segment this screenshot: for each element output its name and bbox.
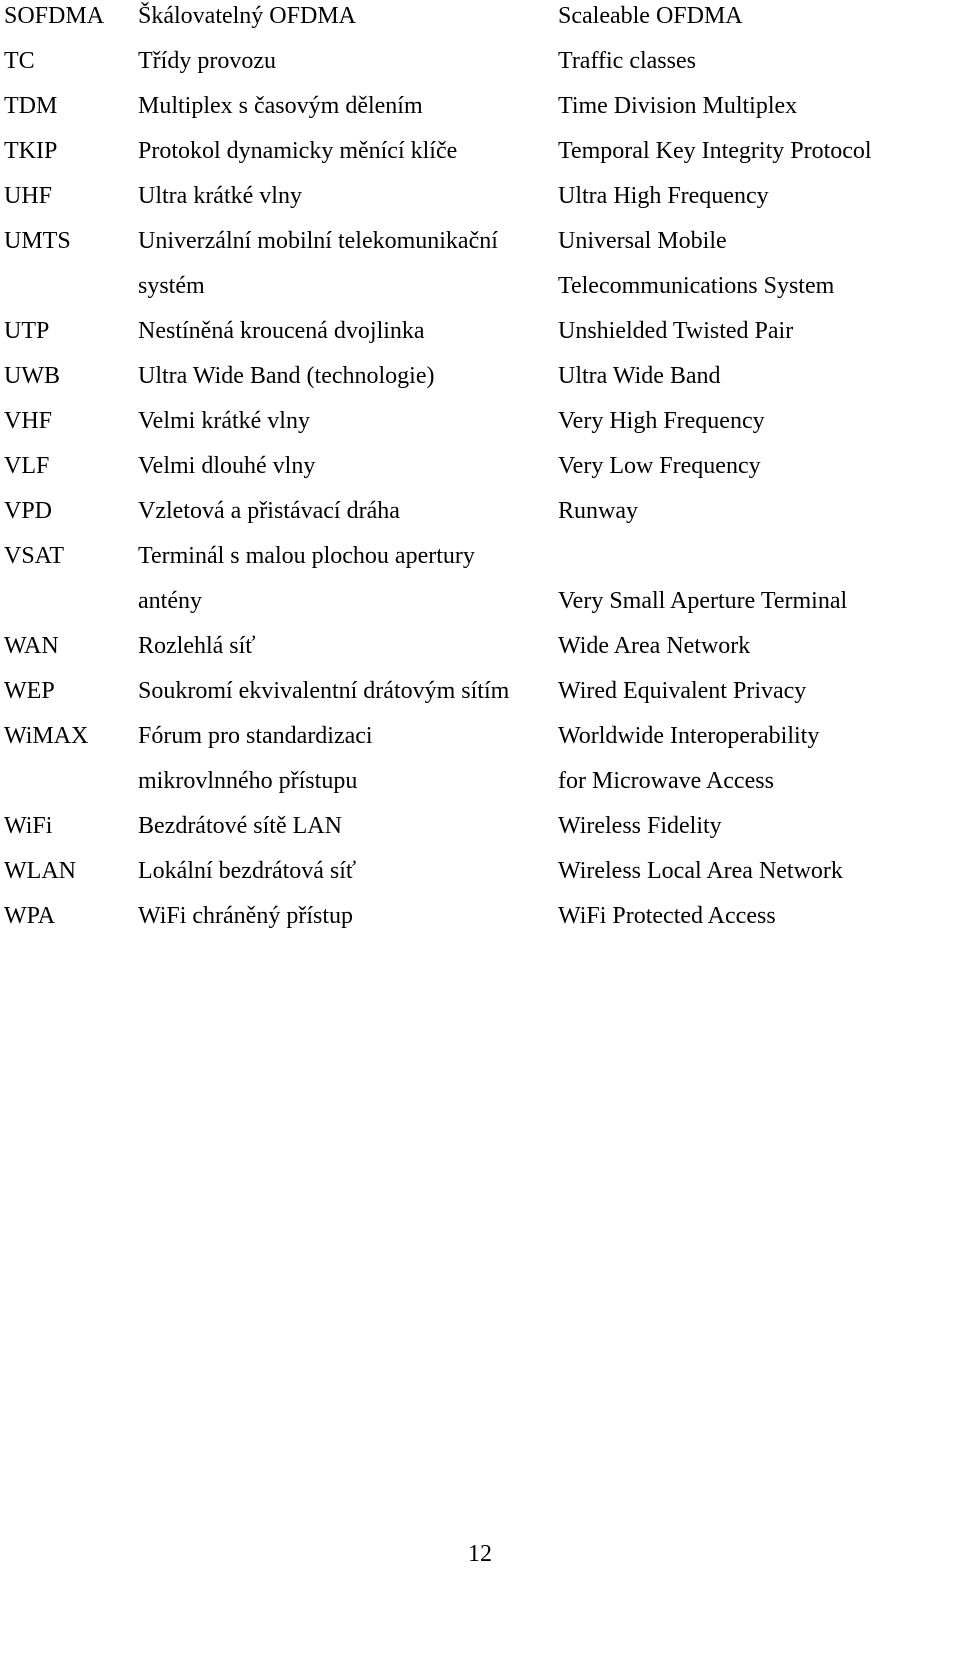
abbreviation-row-line: [0, 765, 960, 810]
english-meaning: Runway: [558, 498, 638, 524]
english-meaning: Very High Frequency: [558, 408, 765, 434]
czech-meaning: Škálovatelný OFDMA: [138, 3, 356, 29]
czech-meaning: Nestíněná kroucená dvojlinka: [138, 318, 425, 344]
czech-meaning: Fórum pro standardizaci: [138, 723, 373, 749]
czech-meaning: Multiplex s časovým dělením: [138, 93, 423, 119]
abbreviation-code: VLF: [4, 453, 50, 479]
page-number: 12: [468, 1541, 492, 1567]
english-meaning: Unshielded Twisted Pair: [558, 318, 794, 344]
english-meaning: Wireless Fidelity: [558, 813, 722, 839]
abbreviation-row: [0, 90, 960, 135]
english-meaning: Wireless Local Area Network: [558, 858, 843, 884]
abbreviation-code: UHF: [4, 183, 53, 209]
abbreviation-row: [0, 810, 960, 855]
abbreviation-row: [0, 540, 960, 630]
abbreviation-row-line: [0, 180, 960, 225]
abbreviation-row: [0, 900, 960, 945]
abbreviation-code: SOFDMA: [4, 3, 105, 29]
abbreviation-row: [0, 0, 960, 45]
abbreviation-code: VPD: [4, 498, 53, 524]
abbreviation-row-line: [0, 360, 960, 405]
abbreviation-row: [0, 720, 960, 810]
abbreviation-row: [0, 135, 960, 180]
english-meaning: Scaleable OFDMA: [558, 3, 743, 29]
czech-meaning: Ultra krátké vlny: [138, 183, 302, 209]
english-meaning: for Microwave Access: [558, 768, 774, 794]
abbreviation-row-line: [0, 315, 960, 360]
abbreviation-row-line: [0, 675, 960, 720]
czech-meaning: antény: [138, 588, 202, 614]
czech-meaning: Velmi krátké vlny: [138, 408, 310, 434]
abbreviation-row: [0, 450, 960, 495]
czech-meaning: Třídy provozu: [138, 48, 276, 74]
abbreviation-row-line: [0, 495, 960, 540]
abbreviation-row-line: [0, 225, 960, 270]
english-meaning: Temporal Key Integrity Protocol: [558, 138, 872, 164]
abbreviation-row: [0, 405, 960, 450]
abbreviation-row-line: [0, 810, 960, 855]
czech-meaning: Protokol dynamicky měnící klíče: [138, 138, 458, 164]
czech-meaning: mikrovlnného přístupu: [138, 768, 358, 794]
abbreviation-row: [0, 315, 960, 360]
english-meaning: Time Division Multiplex: [558, 93, 798, 119]
czech-meaning: Ultra Wide Band (technologie): [138, 363, 435, 389]
abbreviation-code: TKIP: [4, 138, 58, 164]
abbreviation-row-line: [0, 450, 960, 495]
english-meaning: Universal Mobile: [558, 228, 727, 254]
abbreviation-code: WiFi: [4, 813, 53, 839]
czech-meaning: Lokální bezdrátová síť: [138, 858, 357, 884]
english-meaning: Traffic classes: [558, 48, 696, 74]
abbreviation-row-line: [0, 45, 960, 90]
czech-meaning: WiFi chráněný přístup: [138, 903, 353, 929]
english-meaning: Telecommunications System: [558, 273, 835, 299]
abbreviation-row-line: [0, 270, 960, 315]
abbreviation-row: [0, 495, 960, 540]
abbreviation-code: WLAN: [4, 858, 76, 884]
czech-meaning: systém: [138, 273, 205, 299]
english-meaning: Ultra High Frequency: [558, 183, 769, 209]
abbreviation-row-line: [0, 0, 960, 45]
czech-meaning: Vzletová a přistávací dráha: [138, 498, 400, 524]
abbreviation-row: [0, 630, 960, 675]
abbreviation-row-line: [0, 90, 960, 135]
abbreviation-code: WEP: [4, 678, 55, 704]
abbreviation-row: [0, 180, 960, 225]
english-meaning: WiFi Protected Access: [558, 903, 776, 929]
abbreviation-row-line: [0, 405, 960, 450]
abbreviation-row-line: [0, 540, 960, 585]
english-meaning: Very Small Aperture Terminal: [558, 588, 848, 614]
abbreviation-row: [0, 360, 960, 405]
czech-meaning: Soukromí ekvivalentní drátovým sítím: [138, 678, 510, 704]
czech-meaning: Velmi dlouhé vlny: [138, 453, 316, 479]
abbreviation-row-line: [0, 630, 960, 675]
czech-meaning: Univerzální mobilní telekomunikační: [138, 228, 498, 254]
czech-meaning: Bezdrátové sítě LAN: [138, 813, 342, 839]
abbreviation-row: [0, 675, 960, 720]
abbreviation-code: VHF: [4, 408, 53, 434]
english-meaning: Very Low Frequency: [558, 453, 761, 479]
abbreviation-code: TC: [4, 48, 35, 74]
abbreviation-code: UMTS: [4, 228, 71, 254]
czech-meaning: Terminál s malou plochou apertury: [138, 543, 475, 569]
czech-meaning: Rozlehlá síť: [138, 633, 256, 659]
english-meaning: Wired Equivalent Privacy: [558, 678, 807, 704]
abbreviation-row-line: [0, 855, 960, 900]
abbreviation-code: UWB: [4, 363, 60, 389]
abbreviation-row: [0, 855, 960, 900]
english-meaning: Wide Area Network: [558, 633, 751, 659]
abbreviation-row: [0, 225, 960, 315]
abbreviation-code: WiMAX: [4, 723, 89, 749]
abbreviation-code: VSAT: [4, 543, 65, 569]
abbreviation-row-line: [0, 900, 960, 945]
abbreviation-code: TDM: [4, 93, 58, 119]
abbreviation-row-line: [0, 135, 960, 180]
abbreviation-row-line: [0, 585, 960, 630]
english-meaning: Ultra Wide Band: [558, 363, 721, 389]
abbreviation-code: UTP: [4, 318, 50, 344]
abbreviation-row: [0, 45, 960, 90]
english-meaning: Worldwide Interoperability: [558, 723, 820, 749]
abbreviation-code: WAN: [4, 633, 59, 659]
abbreviation-code: WPA: [4, 903, 56, 929]
abbreviation-row-line: [0, 720, 960, 765]
